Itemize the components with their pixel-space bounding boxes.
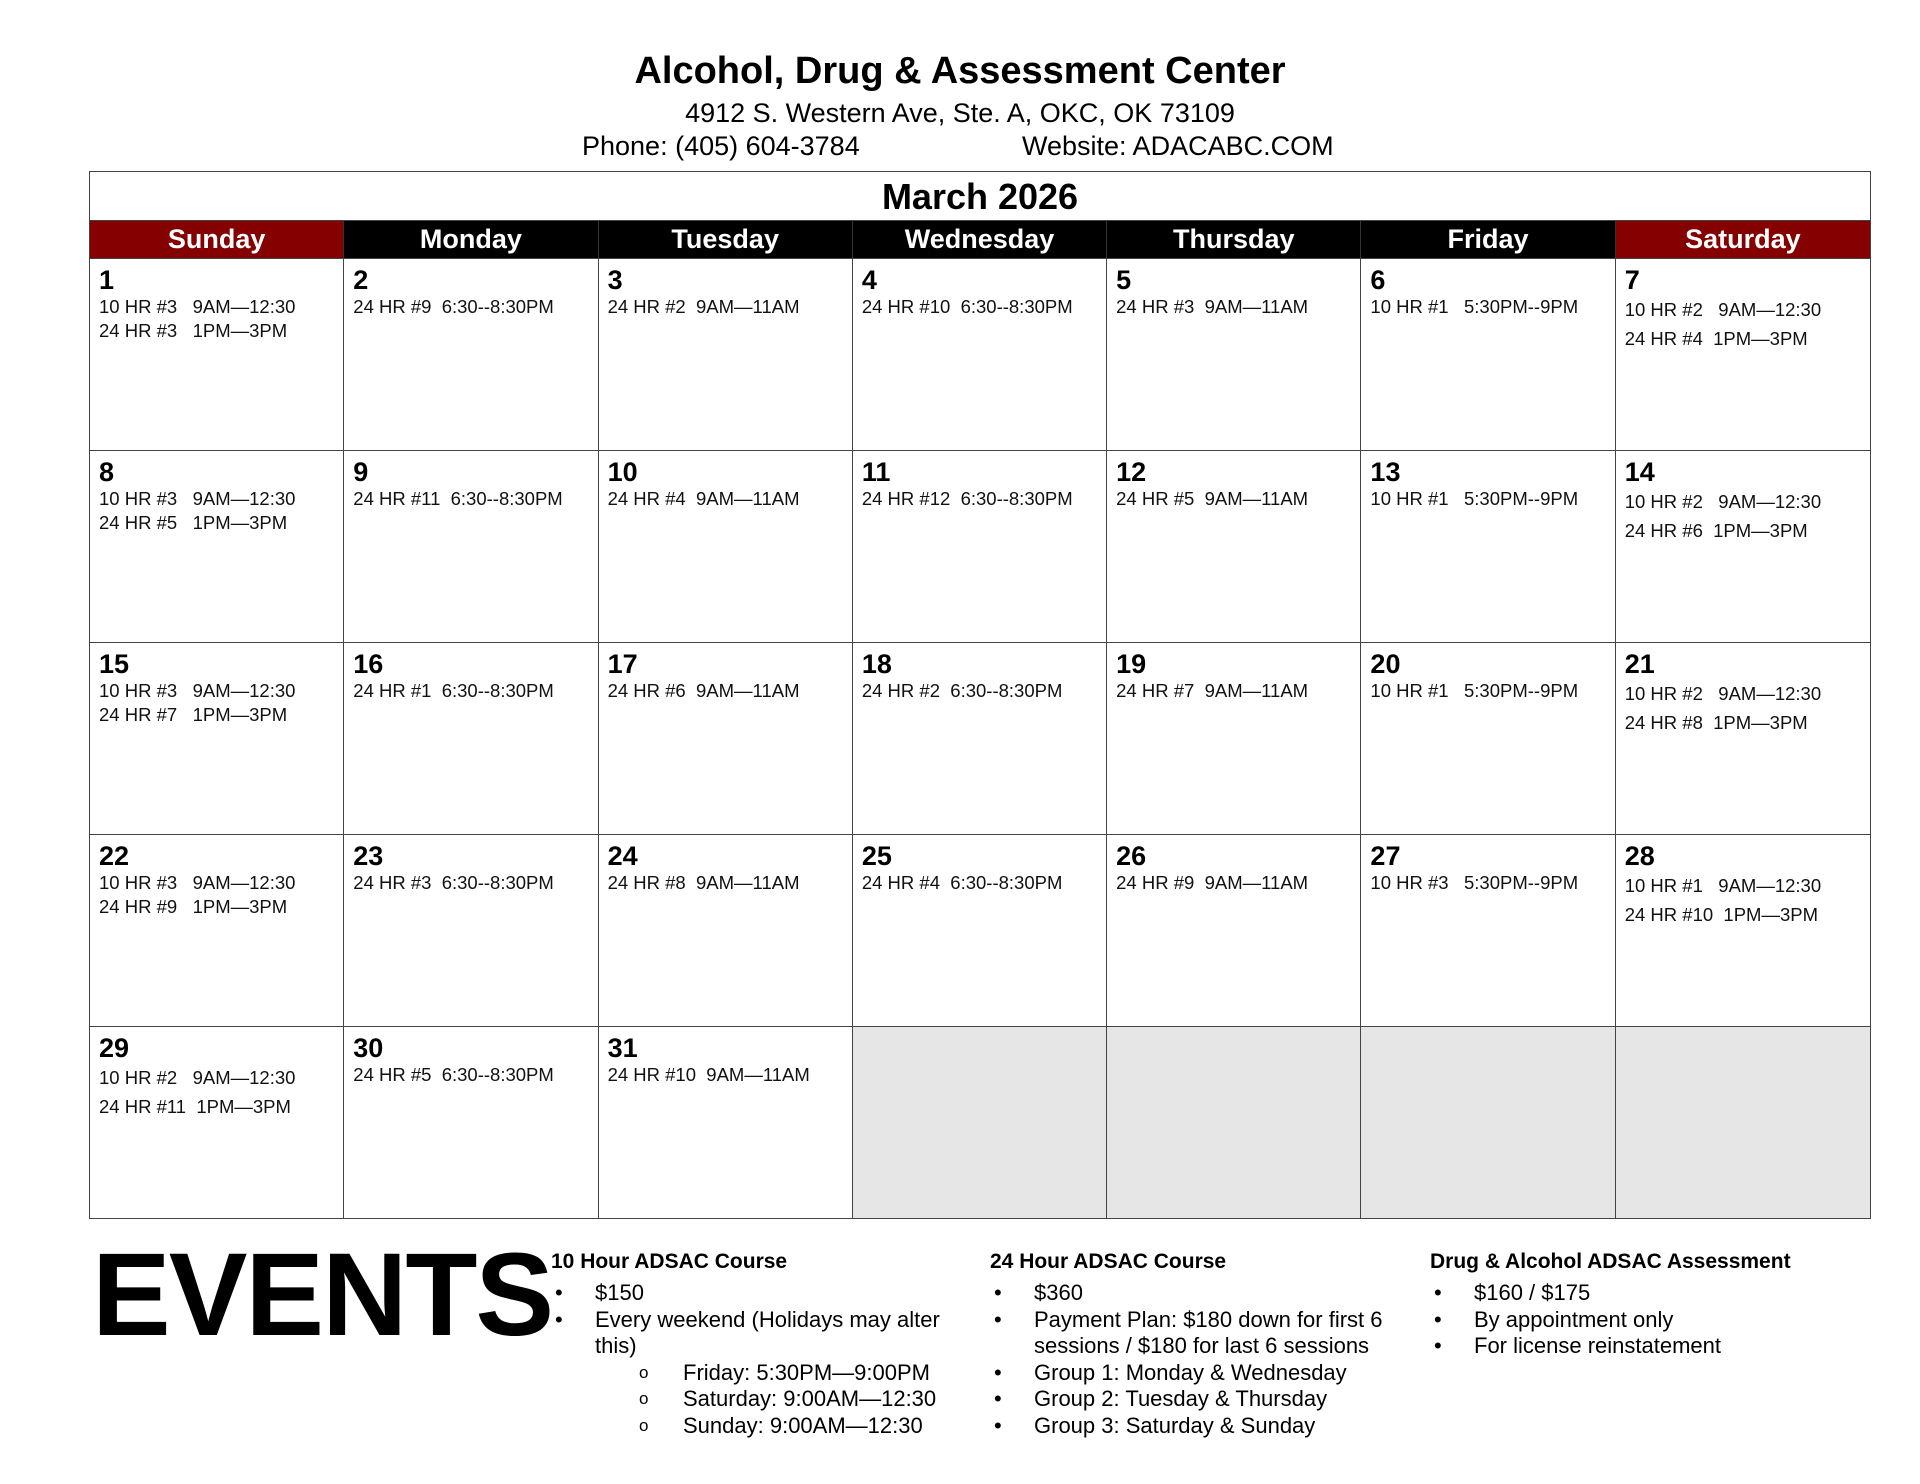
day-number: 19 — [1116, 649, 1147, 679]
class-session: 24 HR #7 9AM—11AM — [1116, 680, 1309, 701]
calendar-week — [90, 642, 1870, 834]
day-number: 25 — [861, 841, 892, 871]
day-cell[interactable] — [344, 643, 598, 834]
class-session: 24 HR #6 9AM—11AM — [607, 680, 800, 701]
day-cell[interactable] — [344, 1027, 598, 1218]
dow-monday: Monday — [344, 221, 598, 258]
class-session: 24 HR #5 6:30--8:30PM — [353, 1064, 554, 1085]
day-cell[interactable] — [1361, 259, 1615, 450]
day-of-week-header — [90, 221, 1870, 258]
bullet-item: • $150 — [551, 1280, 961, 1307]
day-number: 26 — [1116, 841, 1147, 871]
month-title: March 2026 — [90, 172, 1870, 221]
dow-thursday: Thursday — [1107, 221, 1361, 258]
day-number: 5 — [1116, 265, 1132, 295]
day-cell[interactable] — [1361, 835, 1615, 1026]
day-cell[interactable] — [853, 259, 1107, 450]
day-number: 3 — [607, 265, 623, 295]
day-number: 1 — [99, 265, 115, 295]
class-session: 24 HR #2 9AM—11AM — [607, 296, 800, 317]
day-number: 10 — [607, 457, 638, 487]
class-session: 10 HR #1 9AM—12:30 — [1624, 875, 1822, 896]
calendar-week — [90, 450, 1870, 642]
day-number: 6 — [1370, 265, 1386, 295]
day-number: 31 — [607, 1033, 638, 1063]
class-session: 10 HR #2 9AM—12:30 — [1624, 491, 1822, 512]
website: Website: ADACABC.COM — [1022, 131, 1334, 161]
class-session: 24 HR #4 9AM—11AM — [607, 488, 800, 509]
class-session: 24 HR #4 1PM—3PM — [1624, 328, 1808, 349]
bullet-item: • Payment Plan: $180 down for first 6 sessions / $180 for last 6 sessions — [990, 1307, 1400, 1360]
day-number: 12 — [1116, 457, 1147, 487]
day-cell[interactable] — [1616, 259, 1870, 450]
day-number: 16 — [353, 649, 384, 679]
class-session: 24 HR #10 9AM—11AM — [607, 1064, 810, 1085]
day-number: 24 — [607, 841, 638, 871]
day-cell[interactable] — [1361, 451, 1615, 642]
day-cell[interactable] — [599, 835, 853, 1026]
class-session: 24 HR #9 9AM—11AM — [1116, 872, 1309, 893]
day-number: 17 — [607, 649, 638, 679]
bullet-item: • Group 3: Saturday & Sunday — [990, 1413, 1400, 1440]
day-cell[interactable] — [599, 1027, 853, 1218]
bullet-item: • Every weekend (Holidays may alter this) — [551, 1307, 961, 1360]
empty-day-cell — [1361, 1027, 1615, 1218]
day-number: 18 — [861, 649, 892, 679]
day-cell[interactable] — [1616, 835, 1870, 1026]
empty-day-cell — [1616, 1027, 1870, 1218]
day-cell[interactable] — [599, 451, 853, 642]
class-session: 10 HR #3 5:30PM--9PM — [1370, 872, 1579, 893]
sub-bullet-item: o Saturday: 9:00AM—12:30 — [551, 1386, 961, 1413]
day-number: 30 — [353, 1033, 384, 1063]
day-number: 9 — [353, 457, 369, 487]
class-session: 10 HR #3 9AM—12:30 — [99, 488, 296, 509]
course-details-list — [1430, 1280, 1870, 1360]
class-session: 24 HR #3 1PM—3PM — [99, 320, 288, 341]
organization-address: 4912 S. Western Ave, Ste. A, OKC, OK 73109 — [685, 98, 1235, 128]
day-number: 8 — [99, 457, 115, 487]
day-number: 14 — [1624, 457, 1655, 487]
bullet-item: • Group 1: Monday & Wednesday — [990, 1360, 1400, 1387]
calendar-week — [90, 834, 1870, 1026]
events-column-24-hour — [990, 1250, 1400, 1439]
class-session: 24 HR #5 9AM—11AM — [1116, 488, 1309, 509]
day-cell[interactable] — [1107, 259, 1361, 450]
course-details-list — [551, 1280, 961, 1439]
day-number: 27 — [1370, 841, 1401, 871]
dow-saturday: Saturday — [1616, 221, 1870, 258]
day-cell[interactable] — [853, 643, 1107, 834]
empty-day-cell — [853, 1027, 1107, 1218]
day-cell[interactable] — [1107, 835, 1361, 1026]
class-session: 10 HR #2 9AM—12:30 — [1624, 299, 1822, 320]
class-session: 24 HR #10 1PM—3PM — [1624, 904, 1819, 925]
day-cell[interactable] — [1107, 643, 1361, 834]
day-number: 22 — [99, 841, 130, 871]
events-column-assessment — [1430, 1250, 1870, 1360]
calendar — [89, 171, 1871, 1219]
day-cell[interactable] — [853, 835, 1107, 1026]
bullet-item: • $160 / $175 — [1430, 1280, 1870, 1307]
class-session: 24 HR #9 1PM—3PM — [99, 896, 288, 917]
day-cell[interactable] — [599, 259, 853, 450]
day-number: 11 — [861, 457, 891, 487]
class-session: 24 HR #8 1PM—3PM — [1624, 712, 1808, 733]
sub-bullet-item: o Friday: 5:30PM—9:00PM — [551, 1360, 961, 1387]
bullet-item: • Group 2: Tuesday & Thursday — [990, 1386, 1400, 1413]
class-session: 10 HR #1 5:30PM--9PM — [1370, 488, 1579, 509]
class-session: 24 HR #3 9AM—11AM — [1116, 296, 1309, 317]
day-cell[interactable] — [599, 643, 853, 834]
empty-day-cell — [1107, 1027, 1361, 1218]
class-session: 24 HR #11 1PM—3PM — [99, 1096, 291, 1117]
dow-wednesday: Wednesday — [853, 221, 1107, 258]
day-cell[interactable] — [90, 835, 344, 1026]
class-session: 24 HR #8 9AM—11AM — [607, 872, 800, 893]
class-session: 24 HR #12 6:30--8:30PM — [861, 488, 1073, 509]
day-number: 29 — [99, 1033, 130, 1063]
class-session: 10 HR #3 9AM—12:30 — [99, 296, 296, 317]
sub-bullet-item: o Sunday: 9:00AM—12:30 — [551, 1413, 961, 1440]
class-session: 24 HR #2 6:30--8:30PM — [861, 680, 1063, 701]
class-session: 24 HR #10 6:30--8:30PM — [861, 296, 1073, 317]
day-cell[interactable] — [90, 451, 344, 642]
bullet-item: • $360 — [990, 1280, 1400, 1307]
class-session: 24 HR #7 1PM—3PM — [99, 704, 288, 725]
dow-friday: Friday — [1361, 221, 1615, 258]
calendar-week — [90, 1026, 1870, 1218]
course-heading: 24 Hour ADSAC Course — [990, 1250, 1227, 1273]
day-number: 21 — [1624, 649, 1655, 679]
day-number: 15 — [99, 649, 130, 679]
day-cell[interactable] — [90, 643, 344, 834]
day-number: 4 — [861, 265, 877, 295]
class-session: 10 HR #2 9AM—12:30 — [1624, 683, 1822, 704]
class-session: 24 HR #9 6:30--8:30PM — [353, 296, 554, 317]
day-cell[interactable] — [90, 1027, 344, 1218]
dow-tuesday: Tuesday — [599, 221, 853, 258]
class-session: 10 HR #3 9AM—12:30 — [99, 872, 296, 893]
day-number: 20 — [1370, 649, 1401, 679]
day-cell[interactable] — [1616, 451, 1870, 642]
events-column-10-hour — [551, 1250, 961, 1439]
class-session: 24 HR #3 6:30--8:30PM — [353, 872, 554, 893]
day-cell[interactable] — [1616, 643, 1870, 834]
day-cell[interactable] — [344, 259, 598, 450]
calendar-week — [90, 258, 1870, 450]
class-session: 10 HR #2 9AM—12:30 — [99, 1067, 296, 1088]
bullet-item: • By appointment only — [1430, 1307, 1870, 1334]
class-session: 24 HR #4 6:30--8:30PM — [861, 872, 1063, 893]
day-cell[interactable] — [1361, 643, 1615, 834]
course-heading: 10 Hour ADSAC Course — [551, 1250, 788, 1273]
class-session: 24 HR #6 1PM—3PM — [1624, 520, 1808, 541]
day-cell[interactable] — [853, 451, 1107, 642]
class-session: 24 HR #11 6:30--8:30PM — [353, 488, 563, 509]
class-session: 10 HR #1 5:30PM--9PM — [1370, 680, 1579, 701]
day-number: 23 — [353, 841, 384, 871]
phone-number: Phone: (405) 604-3784 — [582, 131, 860, 161]
course-details-list — [990, 1280, 1400, 1439]
dow-sunday: Sunday — [90, 221, 344, 258]
day-number: 2 — [353, 265, 369, 295]
class-session: 24 HR #1 6:30--8:30PM — [353, 680, 554, 701]
day-number: 13 — [1370, 457, 1401, 487]
day-cell[interactable] — [344, 835, 598, 1026]
course-heading: Drug & Alcohol ADSAC Assessment — [1430, 1250, 1791, 1273]
events-title: EVENTS — [92, 1229, 553, 1361]
class-session: 24 HR #5 1PM—3PM — [99, 512, 288, 533]
day-cell[interactable] — [90, 259, 344, 450]
bullet-item: • For license reinstatement — [1430, 1333, 1870, 1360]
day-number: 28 — [1624, 841, 1655, 871]
day-number: 7 — [1624, 265, 1640, 295]
day-cell[interactable] — [1107, 451, 1361, 642]
calendar-weeks — [90, 258, 1870, 1218]
class-session: 10 HR #1 5:30PM--9PM — [1370, 296, 1579, 317]
organization-name: Alcohol, Drug & Assessment Center — [634, 50, 1286, 92]
class-session: 10 HR #3 9AM—12:30 — [99, 680, 296, 701]
day-cell[interactable] — [344, 451, 598, 642]
